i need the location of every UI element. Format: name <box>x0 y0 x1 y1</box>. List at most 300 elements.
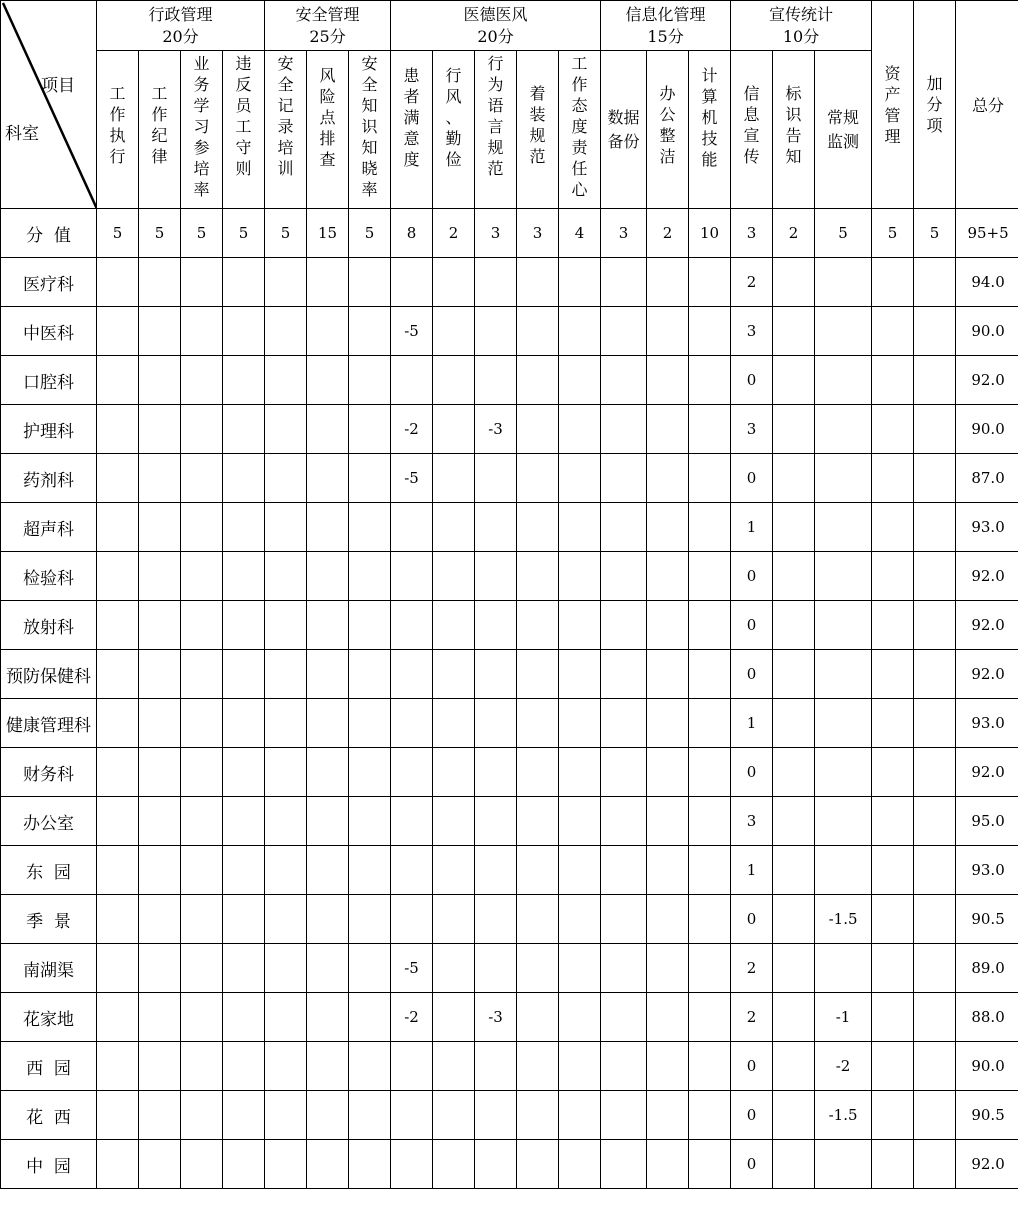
score-cell <box>559 895 601 944</box>
score-cell <box>601 895 647 944</box>
score-cell <box>517 454 559 503</box>
score-cell <box>307 601 349 650</box>
score-cell <box>647 699 689 748</box>
score-cell <box>223 993 265 1042</box>
score-cell <box>223 748 265 797</box>
corner-cell <box>1 1 97 209</box>
score-cell <box>914 650 956 699</box>
score-cell <box>139 356 181 405</box>
score-cell <box>647 454 689 503</box>
score-cell <box>349 552 391 601</box>
header-char: 范 <box>529 147 546 166</box>
score-cell <box>872 356 914 405</box>
score-value-cell: 5 <box>265 209 307 258</box>
score-value-cell: 2 <box>773 209 815 258</box>
score-value-cell: 5 <box>349 209 391 258</box>
score-cell <box>433 405 475 454</box>
header-char: 整 <box>659 126 676 145</box>
score-value-cell: 5 <box>181 209 223 258</box>
score-cell <box>139 307 181 356</box>
score-cell <box>773 454 815 503</box>
score-cell <box>223 846 265 895</box>
score-cell: 93.0 <box>956 503 1018 552</box>
score-cell <box>773 503 815 552</box>
score-cell <box>223 1091 265 1140</box>
score-cell: -5 <box>391 454 433 503</box>
score-cell <box>601 454 647 503</box>
header-char: 安 <box>277 54 294 73</box>
score-cell <box>97 1140 139 1189</box>
score-cell <box>265 944 307 993</box>
score-cell <box>872 454 914 503</box>
score-cell <box>815 944 872 993</box>
score-cell: 92.0 <box>956 601 1018 650</box>
header-char: 率 <box>361 180 378 199</box>
header-char: 态 <box>571 96 588 115</box>
score-cell <box>475 454 517 503</box>
header-char: 俭 <box>445 150 462 169</box>
score-cell <box>391 797 433 846</box>
score-cell <box>475 1042 517 1091</box>
score-cell: 3 <box>731 797 773 846</box>
score-cell <box>307 748 349 797</box>
header-char: 规 <box>487 138 504 157</box>
header-char: 计 <box>701 66 718 85</box>
score-cell <box>872 797 914 846</box>
score-cell <box>601 797 647 846</box>
score-cell <box>689 944 731 993</box>
header-char: 为 <box>487 75 504 94</box>
score-cell <box>872 405 914 454</box>
score-cell: 90.0 <box>956 1042 1018 1091</box>
header-char: 率 <box>193 180 210 199</box>
header-char: 全 <box>277 75 294 94</box>
group-header-publicity <box>731 1 872 51</box>
score-cell: 93.0 <box>956 846 1018 895</box>
score-cell: 0 <box>731 748 773 797</box>
score-cell <box>872 503 914 552</box>
score-cell <box>815 405 872 454</box>
score-cell <box>433 1140 475 1189</box>
score-cell <box>517 1042 559 1091</box>
score-cell <box>139 601 181 650</box>
score-cell <box>223 552 265 601</box>
header-char: 险 <box>319 87 336 106</box>
score-cell <box>517 258 559 307</box>
score-cell <box>773 307 815 356</box>
header-char: 员 <box>235 96 252 115</box>
score-cell <box>349 944 391 993</box>
score-cell <box>475 895 517 944</box>
header-char: 告 <box>785 126 802 145</box>
column-header <box>773 51 815 209</box>
header-char: 言 <box>487 117 504 136</box>
score-cell <box>349 454 391 503</box>
header-char: 着 <box>529 84 546 103</box>
score-cell <box>559 258 601 307</box>
score-cell <box>647 405 689 454</box>
score-cell: 1 <box>731 503 773 552</box>
score-cell <box>97 944 139 993</box>
score-cell <box>559 1091 601 1140</box>
header-char: 纪 <box>151 126 168 145</box>
score-cell <box>559 307 601 356</box>
score-cell <box>559 993 601 1042</box>
score-cell <box>265 650 307 699</box>
header-char: 录 <box>277 117 294 136</box>
header-char: 满 <box>403 108 420 127</box>
score-cell <box>914 1091 956 1140</box>
score-cell <box>307 993 349 1042</box>
score-cell: -3 <box>475 993 517 1042</box>
score-cell <box>139 748 181 797</box>
header-char: 者 <box>403 87 420 106</box>
score-value-cell: 2 <box>647 209 689 258</box>
column-header <box>223 51 265 209</box>
score-cell <box>181 895 223 944</box>
group-points: 20分 <box>162 26 199 46</box>
score-cell <box>223 601 265 650</box>
score-cell <box>872 601 914 650</box>
department-name: 办公室 <box>1 797 97 846</box>
score-cell <box>773 846 815 895</box>
score-cell <box>139 846 181 895</box>
score-cell <box>559 1042 601 1091</box>
score-cell <box>181 797 223 846</box>
department-name: 医疗科 <box>1 258 97 307</box>
score-cell <box>601 307 647 356</box>
score-cell <box>647 601 689 650</box>
table-row <box>1 503 1018 552</box>
score-cell: -1 <box>815 993 872 1042</box>
table-row <box>1 1140 1018 1189</box>
column-header <box>517 51 559 209</box>
score-cell <box>559 944 601 993</box>
score-cell <box>872 552 914 601</box>
score-cell <box>689 1042 731 1091</box>
score-cell <box>647 307 689 356</box>
header-char: 算 <box>701 87 718 106</box>
score-cell <box>265 405 307 454</box>
table-row <box>1 1042 1018 1091</box>
score-cell <box>349 797 391 846</box>
score-cell <box>773 405 815 454</box>
score-cell <box>872 699 914 748</box>
score-cell <box>97 356 139 405</box>
department-name: 口腔科 <box>1 356 97 405</box>
score-value-cell: 5 <box>872 209 914 258</box>
department-name: 检验科 <box>1 552 97 601</box>
score-cell <box>773 895 815 944</box>
group-title: 信息化管理 <box>625 4 706 24</box>
score-cell <box>647 944 689 993</box>
score-cell <box>914 1042 956 1091</box>
header-line: 监测 <box>827 131 860 151</box>
score-cell <box>689 993 731 1042</box>
score-cell <box>601 993 647 1042</box>
score-cell <box>139 552 181 601</box>
header-char: 训 <box>277 159 294 178</box>
header-char: 洁 <box>659 147 676 166</box>
score-cell <box>139 1140 181 1189</box>
score-cell: 0 <box>731 1042 773 1091</box>
column-header <box>307 51 349 209</box>
table-row <box>1 748 1018 797</box>
score-cell <box>559 650 601 699</box>
group-title: 医德医风 <box>463 4 528 24</box>
score-cell <box>872 993 914 1042</box>
header-char: 识 <box>361 117 378 136</box>
score-cell <box>265 895 307 944</box>
score-cell: 3 <box>731 307 773 356</box>
score-cell <box>349 1091 391 1140</box>
header-char: 办 <box>659 84 676 103</box>
score-cell <box>517 748 559 797</box>
score-value-cell: 95+5 <box>956 209 1018 258</box>
score-value-cell: 5 <box>139 209 181 258</box>
header-char: 规 <box>529 126 546 145</box>
score-cell <box>433 601 475 650</box>
score-cell <box>223 650 265 699</box>
header-line: 数据 <box>607 107 640 127</box>
header-char: 作 <box>109 105 126 124</box>
score-cell <box>773 993 815 1042</box>
score-cell: -1.5 <box>815 1091 872 1140</box>
score-cell <box>265 552 307 601</box>
group-title: 行政管理 <box>148 4 213 24</box>
score-cell: 89.0 <box>956 944 1018 993</box>
header-char: 资 <box>884 63 901 83</box>
score-cell <box>97 405 139 454</box>
score-cell <box>689 1140 731 1189</box>
header-char: 标 <box>785 84 802 103</box>
score-cell <box>349 650 391 699</box>
score-cell <box>559 356 601 405</box>
score-cell <box>139 1042 181 1091</box>
score-cell: 92.0 <box>956 748 1018 797</box>
score-cell <box>265 503 307 552</box>
score-cell <box>517 895 559 944</box>
score-cell <box>559 748 601 797</box>
score-cell <box>391 846 433 895</box>
score-cell <box>223 944 265 993</box>
header-char: 装 <box>529 105 546 124</box>
score-cell: 92.0 <box>956 356 1018 405</box>
score-cell <box>307 1042 349 1091</box>
header-char: 识 <box>785 105 802 124</box>
department-name: 财务科 <box>1 748 97 797</box>
score-cell <box>265 356 307 405</box>
department-name: 中 园 <box>1 1140 97 1189</box>
score-cell <box>914 846 956 895</box>
score-cell <box>265 1140 307 1189</box>
score-cell <box>601 1091 647 1140</box>
table-row <box>1 797 1018 846</box>
score-cell <box>223 1140 265 1189</box>
score-cell <box>223 307 265 356</box>
score-cell <box>307 846 349 895</box>
score-cell: 2 <box>731 993 773 1042</box>
header-char: 宣 <box>743 126 760 145</box>
score-cell <box>559 699 601 748</box>
score-cell <box>559 405 601 454</box>
score-cell: 0 <box>731 601 773 650</box>
department-name: 预防保健科 <box>1 650 97 699</box>
score-cell: 95.0 <box>956 797 1018 846</box>
score-cell <box>97 552 139 601</box>
corner-diagonal <box>1 1 97 209</box>
score-cell: -5 <box>391 307 433 356</box>
score-cell <box>349 748 391 797</box>
score-cell <box>475 699 517 748</box>
score-cell <box>349 307 391 356</box>
department-name: 西 园 <box>1 1042 97 1091</box>
score-cell <box>601 944 647 993</box>
column-header <box>559 51 601 209</box>
score-cell <box>181 356 223 405</box>
header-char: 意 <box>403 129 420 148</box>
header-char: 学 <box>193 96 210 115</box>
department-name: 超声科 <box>1 503 97 552</box>
group-points: 10分 <box>782 26 820 46</box>
score-cell <box>647 1042 689 1091</box>
score-cell <box>517 601 559 650</box>
score-cell <box>559 797 601 846</box>
column-header-total: 总分 <box>956 1 1018 209</box>
score-cell <box>773 258 815 307</box>
score-cell <box>872 944 914 993</box>
header-char: 工 <box>109 84 126 103</box>
header-char: 心 <box>571 180 588 199</box>
score-cell <box>475 601 517 650</box>
department-name: 花家地 <box>1 993 97 1042</box>
score-cell: 0 <box>731 552 773 601</box>
score-cell <box>139 1091 181 1140</box>
column-header <box>433 51 475 209</box>
score-cell <box>265 993 307 1042</box>
score-cell <box>517 552 559 601</box>
score-cell: 0 <box>731 895 773 944</box>
score-cell <box>475 846 517 895</box>
header-char: 责 <box>571 138 588 157</box>
score-cell <box>914 503 956 552</box>
score-cell <box>307 1091 349 1140</box>
score-cell: 1 <box>731 699 773 748</box>
score-cell <box>265 1042 307 1091</box>
score-cell: -5 <box>391 944 433 993</box>
score-cell <box>433 1091 475 1140</box>
score-cell <box>307 454 349 503</box>
score-cell <box>475 650 517 699</box>
score-cell <box>349 405 391 454</box>
score-cell <box>647 895 689 944</box>
score-cell <box>433 650 475 699</box>
score-cell <box>773 1140 815 1189</box>
score-cell <box>601 846 647 895</box>
score-cell <box>97 1091 139 1140</box>
score-cell <box>265 601 307 650</box>
header-char: 行 <box>487 54 504 73</box>
header-char: 习 <box>193 117 210 136</box>
table-row <box>1 258 1018 307</box>
header-char: 则 <box>235 159 252 178</box>
score-cell <box>914 307 956 356</box>
score-cell: -1.5 <box>815 895 872 944</box>
score-cell <box>433 356 475 405</box>
header-char: 语 <box>487 96 504 115</box>
score-value-cell: 15 <box>307 209 349 258</box>
group-header-ethics <box>391 1 601 51</box>
header-char: 律 <box>151 147 168 166</box>
score-cell <box>475 944 517 993</box>
score-cell <box>433 797 475 846</box>
score-cell <box>349 503 391 552</box>
score-cell <box>181 601 223 650</box>
score-cell <box>223 454 265 503</box>
score-cell <box>391 650 433 699</box>
score-cell <box>223 258 265 307</box>
department-name: 南湖渠 <box>1 944 97 993</box>
score-cell <box>815 552 872 601</box>
score-cell <box>601 258 647 307</box>
score-cell <box>559 846 601 895</box>
header-char: 患 <box>403 66 420 85</box>
score-cell <box>773 944 815 993</box>
group-points: 15分 <box>647 26 684 46</box>
column-header-asset-management <box>872 1 914 209</box>
group-points: 20分 <box>477 26 514 46</box>
score-value-cell: 5 <box>815 209 872 258</box>
score-cell <box>601 1140 647 1189</box>
score-cell <box>265 748 307 797</box>
score-cell <box>601 405 647 454</box>
score-cell <box>181 405 223 454</box>
header-char: 参 <box>193 138 210 157</box>
table-row <box>1 699 1018 748</box>
score-cell <box>517 1091 559 1140</box>
header-char: 知 <box>785 147 802 166</box>
score-cell <box>773 650 815 699</box>
score-cell <box>181 699 223 748</box>
header-char: 工 <box>151 84 168 103</box>
score-cell <box>815 699 872 748</box>
score-cell <box>689 895 731 944</box>
score-cell <box>475 307 517 356</box>
score-cell <box>647 258 689 307</box>
score-cell <box>181 846 223 895</box>
score-cell <box>914 797 956 846</box>
score-cell <box>181 748 223 797</box>
header-char: 执 <box>109 126 126 145</box>
score-cell <box>139 454 181 503</box>
score-cell <box>307 650 349 699</box>
score-cell <box>97 258 139 307</box>
score-cell <box>97 601 139 650</box>
score-cell <box>433 307 475 356</box>
score-cell <box>914 1140 956 1189</box>
column-header <box>391 51 433 209</box>
score-cell <box>433 503 475 552</box>
header-char: 传 <box>743 147 760 166</box>
header-char: 管 <box>884 105 901 125</box>
score-cell <box>265 797 307 846</box>
score-cell <box>647 552 689 601</box>
score-cell: -2 <box>391 405 433 454</box>
score-value-cell: 8 <box>391 209 433 258</box>
score-value-cell: 3 <box>517 209 559 258</box>
score-cell <box>559 1140 601 1189</box>
header-line: 常规 <box>827 107 860 127</box>
